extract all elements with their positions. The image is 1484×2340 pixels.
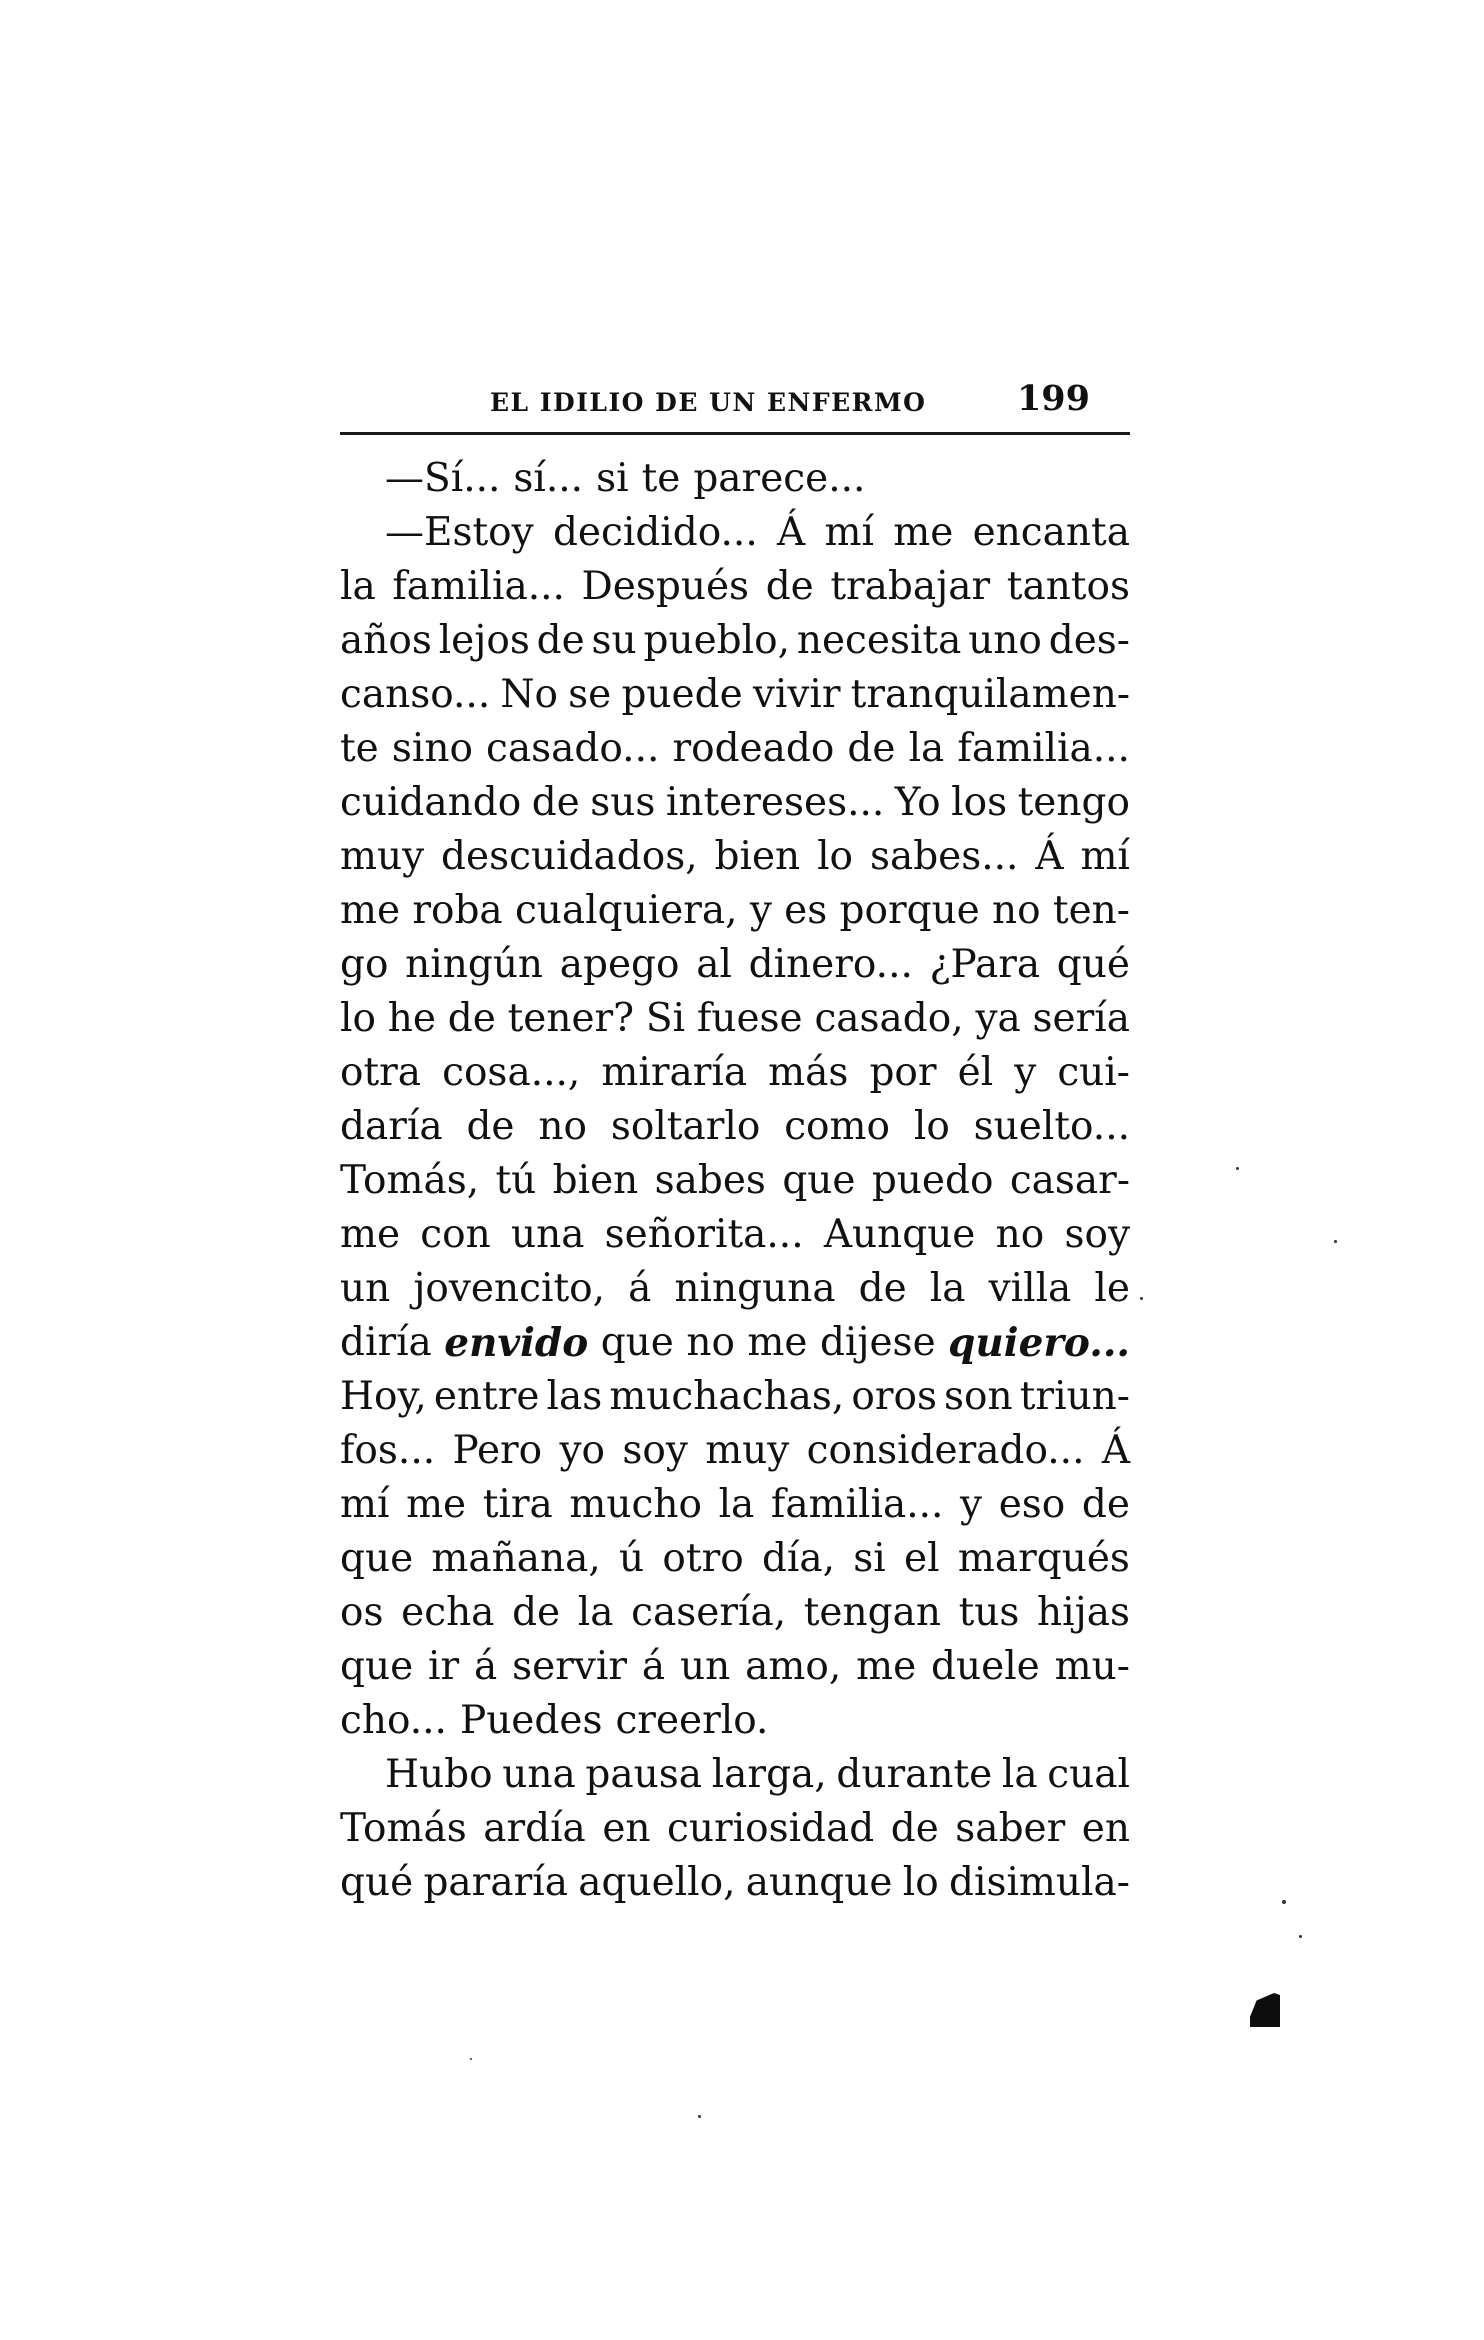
word: Á [1101, 1428, 1130, 1473]
word: de [531, 780, 580, 825]
word: sus [590, 780, 656, 825]
word: tú [495, 1158, 537, 1203]
word: mucho [569, 1482, 702, 1527]
text-line [340, 1424, 1130, 1478]
word: me [406, 1482, 467, 1527]
word: me [340, 888, 401, 933]
word: Después [581, 564, 750, 609]
word: te [340, 726, 379, 771]
word: me [893, 510, 954, 555]
text-line [340, 992, 1130, 1046]
word: dinero... [748, 942, 913, 987]
word: tener? [507, 996, 635, 1041]
word: muchachas, [609, 1374, 845, 1419]
word: hijas [1037, 1590, 1130, 1635]
word: de [890, 1806, 939, 1851]
word: tira [482, 1482, 553, 1527]
word: aquello, [578, 1860, 736, 1905]
text-line [340, 1640, 1130, 1694]
word: triun- [1019, 1374, 1130, 1419]
word: tengan [803, 1590, 941, 1635]
text-line [340, 1154, 1130, 1208]
text-line [340, 1262, 1130, 1316]
header-rule [340, 432, 1130, 435]
word: amo, [745, 1644, 842, 1689]
word: me [856, 1644, 917, 1689]
scan-speck [470, 2058, 472, 2060]
word: su [591, 618, 637, 663]
word: mañana, [431, 1536, 601, 1581]
word: mí [1080, 834, 1130, 879]
word: saber [955, 1806, 1066, 1851]
word: soy [1064, 1212, 1130, 1257]
scan-speck [1140, 1297, 1143, 1300]
word: de [765, 564, 814, 609]
word: un [340, 1266, 391, 1311]
text-line [340, 830, 1130, 884]
word: ¿Para [929, 942, 1041, 987]
word: tengo [1017, 780, 1130, 825]
word: lejos [438, 618, 530, 663]
text-line [340, 1748, 1130, 1802]
word: Hubo [385, 1752, 493, 1797]
word: pueblo, [643, 618, 790, 663]
word: larga, [711, 1752, 827, 1797]
word: oros [851, 1374, 937, 1419]
word: ninguna [674, 1266, 836, 1311]
word: durante [836, 1752, 993, 1797]
word: que [340, 1536, 414, 1581]
scan-speck [1299, 1935, 1302, 1938]
word: que [782, 1158, 856, 1203]
word: Hoy, [340, 1374, 427, 1419]
word: pausa [585, 1752, 703, 1797]
word: cui- [1057, 1050, 1130, 1095]
word: intereses... [665, 780, 885, 825]
word: á [474, 1644, 498, 1689]
word: curiosidad [667, 1806, 875, 1851]
text-line [340, 1802, 1130, 1856]
scan-speck [1334, 1240, 1337, 1243]
word: descuidados, [441, 834, 698, 879]
word: si [853, 1536, 886, 1581]
word: la [718, 1482, 755, 1527]
word: muy [705, 1428, 790, 1473]
text-line [340, 722, 1130, 776]
word: ardía [483, 1806, 586, 1851]
word: puede [621, 672, 743, 717]
word: los [951, 780, 1008, 825]
word: Tomás [340, 1806, 467, 1851]
word: no [686, 1320, 735, 1365]
word: otro [662, 1536, 744, 1581]
word: una [502, 1752, 576, 1797]
word: ir [428, 1644, 460, 1689]
word: sería [1032, 996, 1130, 1041]
word: quiero... [948, 1320, 1130, 1366]
word: go [340, 942, 389, 987]
word: como [784, 1104, 890, 1149]
word: Si [645, 996, 686, 1041]
word: las [546, 1374, 603, 1419]
ink-blot [1250, 1993, 1280, 2027]
word: la [577, 1590, 614, 1635]
word: años [340, 618, 432, 663]
word: eso [998, 1482, 1066, 1527]
word: tantos [1006, 564, 1130, 609]
word: un [680, 1644, 731, 1689]
word: lo [902, 1860, 939, 1905]
text-line [340, 884, 1130, 938]
word: tranquilamen- [850, 672, 1130, 717]
word: que [600, 1320, 674, 1365]
word: á [628, 1266, 652, 1311]
word: daría [340, 1104, 443, 1149]
word: lo [817, 834, 854, 879]
word: Puedes [459, 1698, 603, 1743]
word: son [944, 1374, 1013, 1419]
word: fuese [696, 996, 803, 1041]
word: de [1081, 1482, 1130, 1527]
word: tus [958, 1590, 1020, 1635]
text-line [340, 1370, 1130, 1424]
word: cualquiera, [514, 888, 738, 933]
word: él [957, 1050, 994, 1095]
word: sino [391, 726, 473, 771]
word: pararía [423, 1860, 568, 1905]
word: trabajar [830, 564, 991, 609]
word: casar- [1009, 1158, 1130, 1203]
word: no [992, 888, 1041, 933]
word: creerlo. [615, 1698, 769, 1743]
word: sabes... [869, 834, 1019, 879]
word: casería, [631, 1590, 787, 1635]
word: servir [512, 1644, 628, 1689]
word: —Estoy [385, 510, 534, 555]
word: rodeado [672, 726, 835, 771]
word: villa [988, 1266, 1072, 1311]
word: bien [552, 1158, 639, 1203]
word: una [510, 1212, 585, 1257]
word: y [960, 1482, 983, 1527]
word: diría [340, 1320, 432, 1365]
word: en [1081, 1806, 1130, 1851]
word: cual [1047, 1752, 1130, 1797]
word: qué [1056, 942, 1130, 987]
word: sí... [513, 456, 584, 501]
word: —Sí... [385, 456, 501, 501]
word: encanta [972, 510, 1130, 555]
word: des- [1048, 618, 1130, 663]
word: de [847, 726, 896, 771]
word: te [641, 456, 681, 501]
word: uno [968, 618, 1042, 663]
text-line [340, 1316, 1130, 1370]
page-number: 199 [1016, 378, 1090, 419]
word: se [568, 672, 612, 717]
word: ningún [405, 942, 544, 987]
text-line [340, 1046, 1130, 1100]
word: el [904, 1536, 940, 1581]
text-line [340, 938, 1130, 992]
word: y [1014, 1050, 1037, 1095]
word: casado... [486, 726, 660, 771]
word: soy [622, 1428, 688, 1473]
word: dijese [819, 1320, 936, 1365]
word: mu- [1054, 1644, 1130, 1689]
text-line [340, 1208, 1130, 1262]
word: Yo [894, 780, 941, 825]
word: ya [975, 996, 1021, 1041]
text-line [340, 452, 1130, 506]
word: le [1094, 1266, 1130, 1311]
word: lo [340, 996, 376, 1041]
word: cho... [340, 1698, 447, 1743]
text-line [340, 1478, 1130, 1532]
word: no [538, 1104, 587, 1149]
word: casado, [814, 996, 964, 1041]
word: familia... [770, 1482, 944, 1527]
word: bien [714, 834, 801, 879]
running-title: EL IDILIO DE UN ENFERMO [490, 388, 927, 417]
word: otra [340, 1050, 422, 1095]
word: familia... [957, 726, 1130, 771]
word: duele [931, 1644, 1040, 1689]
word: canso... [340, 672, 491, 717]
word: me [340, 1212, 401, 1257]
word: de [858, 1266, 907, 1311]
text-line [340, 1100, 1130, 1154]
word: Pero [452, 1428, 543, 1473]
word: puedo [871, 1158, 994, 1203]
word: cosa..., [442, 1050, 581, 1095]
word: vivir [752, 672, 841, 717]
word: al [696, 942, 732, 987]
word: apego [559, 942, 680, 987]
word: No [500, 672, 558, 717]
word: la [340, 564, 376, 609]
word: echa [401, 1590, 495, 1635]
word: cuidando [340, 780, 522, 825]
word: si [596, 456, 629, 501]
body-text [340, 452, 1130, 1910]
text-line [340, 1532, 1130, 1586]
word: muy [340, 834, 425, 879]
word: de [512, 1590, 561, 1635]
word: miraría [601, 1050, 748, 1095]
word: día, [761, 1536, 836, 1581]
scan-speck [1282, 1900, 1286, 1904]
word: Tomás, [340, 1158, 480, 1203]
word: considerado... [806, 1428, 1085, 1473]
word: sabes [654, 1158, 766, 1203]
word: señorita... [604, 1212, 804, 1257]
text-line [340, 506, 1130, 560]
word: de [466, 1104, 515, 1149]
text-line [340, 1586, 1130, 1640]
word: Á [777, 510, 806, 555]
word: familia... [392, 564, 565, 609]
scan-speck [1236, 1167, 1239, 1170]
word: de [447, 996, 496, 1041]
word: no [995, 1212, 1045, 1257]
text-line [340, 614, 1130, 668]
word: me [747, 1320, 808, 1365]
word: fos... [340, 1428, 436, 1473]
word: con [420, 1212, 491, 1257]
word: parece... [693, 456, 866, 501]
scan-speck [698, 2115, 701, 2118]
text-line [340, 1856, 1130, 1910]
running-head [340, 378, 1130, 422]
word: Aunque [823, 1212, 976, 1257]
text-line [340, 668, 1130, 722]
text-line [340, 1694, 1130, 1748]
word: aunque [745, 1860, 893, 1905]
word: que [340, 1644, 414, 1689]
word: marqués [957, 1536, 1130, 1581]
word: jovencito, [413, 1266, 605, 1311]
word: qué [340, 1860, 414, 1905]
word: de [536, 618, 585, 663]
word: por [869, 1050, 937, 1095]
word: he [387, 996, 436, 1041]
word: Á [1035, 834, 1064, 879]
text-line [340, 560, 1130, 614]
word: la [908, 726, 945, 771]
word: entre [433, 1374, 540, 1419]
word: lo [913, 1104, 950, 1149]
word: á [641, 1644, 666, 1689]
word: yo [559, 1428, 605, 1473]
word: y [749, 888, 772, 933]
word: disimula- [949, 1860, 1130, 1905]
word: ú [619, 1536, 645, 1581]
word: mí [340, 1482, 390, 1527]
word: la [929, 1266, 966, 1311]
word: roba [412, 888, 503, 933]
word: en [602, 1806, 651, 1851]
word: suelto... [973, 1104, 1130, 1149]
word: ten- [1052, 888, 1130, 933]
word: necesita [796, 618, 962, 663]
text-line [340, 776, 1130, 830]
word: envido [444, 1320, 589, 1366]
word: porque [839, 888, 980, 933]
word: soltarlo [610, 1104, 761, 1149]
word: la [1001, 1752, 1038, 1797]
word: más [768, 1050, 849, 1095]
word: decidido... [552, 510, 758, 555]
word: os [340, 1590, 384, 1635]
word: mí [824, 510, 874, 555]
word: es [784, 888, 828, 933]
